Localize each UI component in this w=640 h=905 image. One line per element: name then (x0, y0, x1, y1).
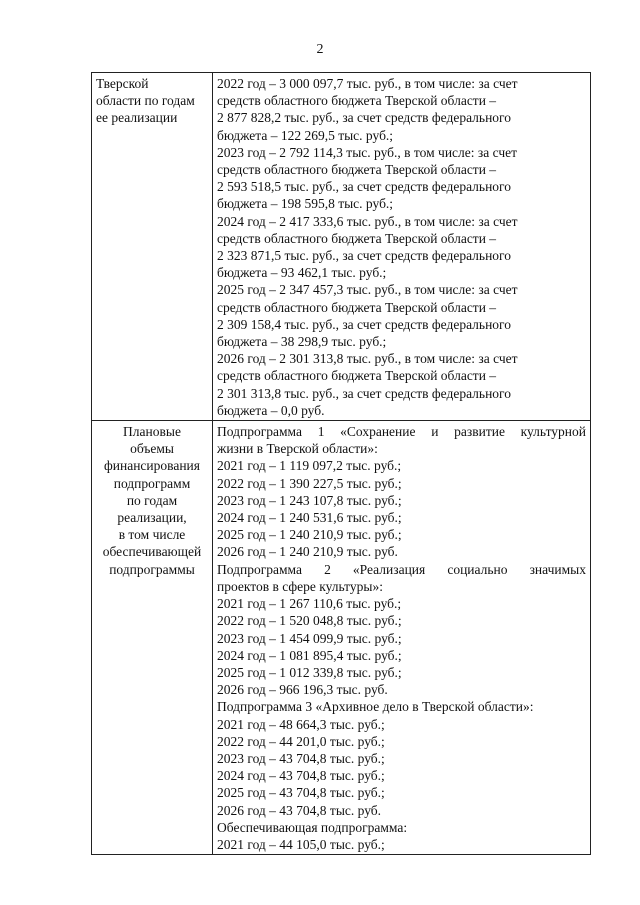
value-line: бюджета – 93 462,1 тыс. руб.; (217, 265, 387, 281)
value-line: 2021 год – 1 267 110,6 тыс. руб.; (217, 596, 402, 612)
row-label-line: подпрограммы (109, 561, 195, 577)
value-line: 2024 год – 2 417 333,6 тыс. руб., в том числе: за счет (217, 213, 518, 229)
row-label-line: области по годам (96, 93, 195, 109)
row-label-line: Плановые (123, 424, 181, 440)
value-line: средств областного бюджета Тверской области – (217, 230, 497, 246)
row-label-line: по годам (126, 492, 178, 508)
row-value-cell (213, 421, 591, 855)
value-line: жизни в Тверской области»: (217, 441, 378, 457)
row-label-line: обеспечивающей (102, 544, 202, 560)
row-label-line: ее реализации (96, 110, 178, 126)
page-number: 2 (316, 42, 324, 57)
row-label-cell (92, 421, 213, 855)
table-row (92, 73, 591, 421)
value-line: 2026 год – 2 301 313,8 тыс. руб., в том числе: за счет (217, 351, 518, 367)
value-line: средств областного бюджета Тверской области – (217, 93, 497, 109)
value-line: 2022 год – 1 520 048,8 тыс. руб.; (217, 613, 402, 629)
value-line: 2 309 158,4 тыс. руб., за счет средств федерального (217, 316, 511, 332)
value-line: 2022 год – 3 000 097,7 тыс. руб., в том числе: за счет (217, 76, 518, 91)
value-line: 2 877 828,2 тыс. руб., за счет средств федерального (217, 110, 511, 126)
value-line: 2 593 518,5 тыс. руб., за счет средств федерального (217, 179, 511, 195)
value-line: 2021 год – 48 664,3 тыс. руб.; (217, 716, 385, 732)
row-label-line: объемы (130, 441, 174, 457)
row-label-line: подпрограмм (113, 475, 191, 491)
value-line: проектов в сфере культуры»: (217, 578, 383, 594)
value-line: 2 323 871,5 тыс. руб., за счет средств федерального (217, 248, 511, 264)
row-value-cell (213, 73, 591, 421)
value-line: 2025 год – 43 704,8 тыс. руб.; (217, 785, 385, 801)
value-line: 2023 год – 1 243 107,8 тыс. руб.; (217, 492, 402, 508)
value-line: 2023 год – 2 792 114,3 тыс. руб., в том числе: за счет (217, 144, 517, 160)
row-label-line: финансирования (104, 458, 200, 474)
value-line: 2024 год – 1 081 895,4 тыс. руб.; (217, 647, 402, 663)
row-label-cell (92, 73, 213, 421)
value-line: 2025 год – 1 012 339,8 тыс. руб.; (217, 664, 402, 680)
value-line: Подпрограмма 2 «Реализация социально значимых (217, 561, 586, 577)
value-line: средств областного бюджета Тверской области – (217, 162, 497, 178)
value-line: 2026 год – 1 240 210,9 тыс. руб. (217, 544, 398, 560)
value-line: 2025 год – 2 347 457,3 тыс. руб., в том числе: за счет (217, 282, 518, 298)
value-line: 2023 год – 1 454 099,9 тыс. руб.; (217, 630, 402, 646)
value-line: 2022 год – 44 201,0 тыс. руб.; (217, 733, 385, 749)
value-line: 2024 год – 43 704,8 тыс. руб.; (217, 768, 385, 784)
table-row (92, 421, 591, 855)
value-line: 2026 год – 43 704,8 тыс. руб. (217, 802, 382, 818)
value-line: 2 301 313,8 тыс. руб., за счет средств федерального (217, 385, 511, 401)
value-line: бюджета – 38 298,9 тыс. руб.; (217, 334, 387, 350)
value-line: бюджета – 122 269,5 тыс. руб.; (217, 127, 394, 143)
value-line: 2021 год – 1 119 097,2 тыс. руб.; (217, 458, 402, 474)
value-line: 2025 год – 1 240 210,9 тыс. руб.; (217, 527, 402, 543)
value-line: 2021 год – 44 105,0 тыс. руб.; (217, 836, 385, 852)
value-line: 2022 год – 1 390 227,5 тыс. руб.; (217, 475, 402, 491)
value-line: Подпрограмма 3 «Архивное дело в Тверской области»: (217, 699, 534, 715)
value-line: Обеспечивающая подпрограмма: (217, 819, 408, 835)
row-label-line: в том числе (118, 527, 186, 543)
value-line: средств областного бюджета Тверской области – (217, 299, 497, 315)
value-line: бюджета – 198 595,8 тыс. руб.; (217, 196, 394, 212)
row-label-line: Тверской (96, 76, 149, 91)
value-line: 2024 год – 1 240 531,6 тыс. руб.; (217, 510, 402, 526)
passport-table (91, 72, 591, 855)
value-line: бюджета – 0,0 руб. (217, 402, 325, 418)
value-line: 2026 год – 966 196,3 тыс. руб. (217, 682, 388, 698)
value-line: средств областного бюджета Тверской области – (217, 368, 497, 384)
row-label-line: реализации, (117, 510, 187, 526)
value-line: Подпрограмма 1 «Сохранение и развитие культурной (217, 424, 586, 440)
value-line: 2023 год – 43 704,8 тыс. руб.; (217, 750, 385, 766)
